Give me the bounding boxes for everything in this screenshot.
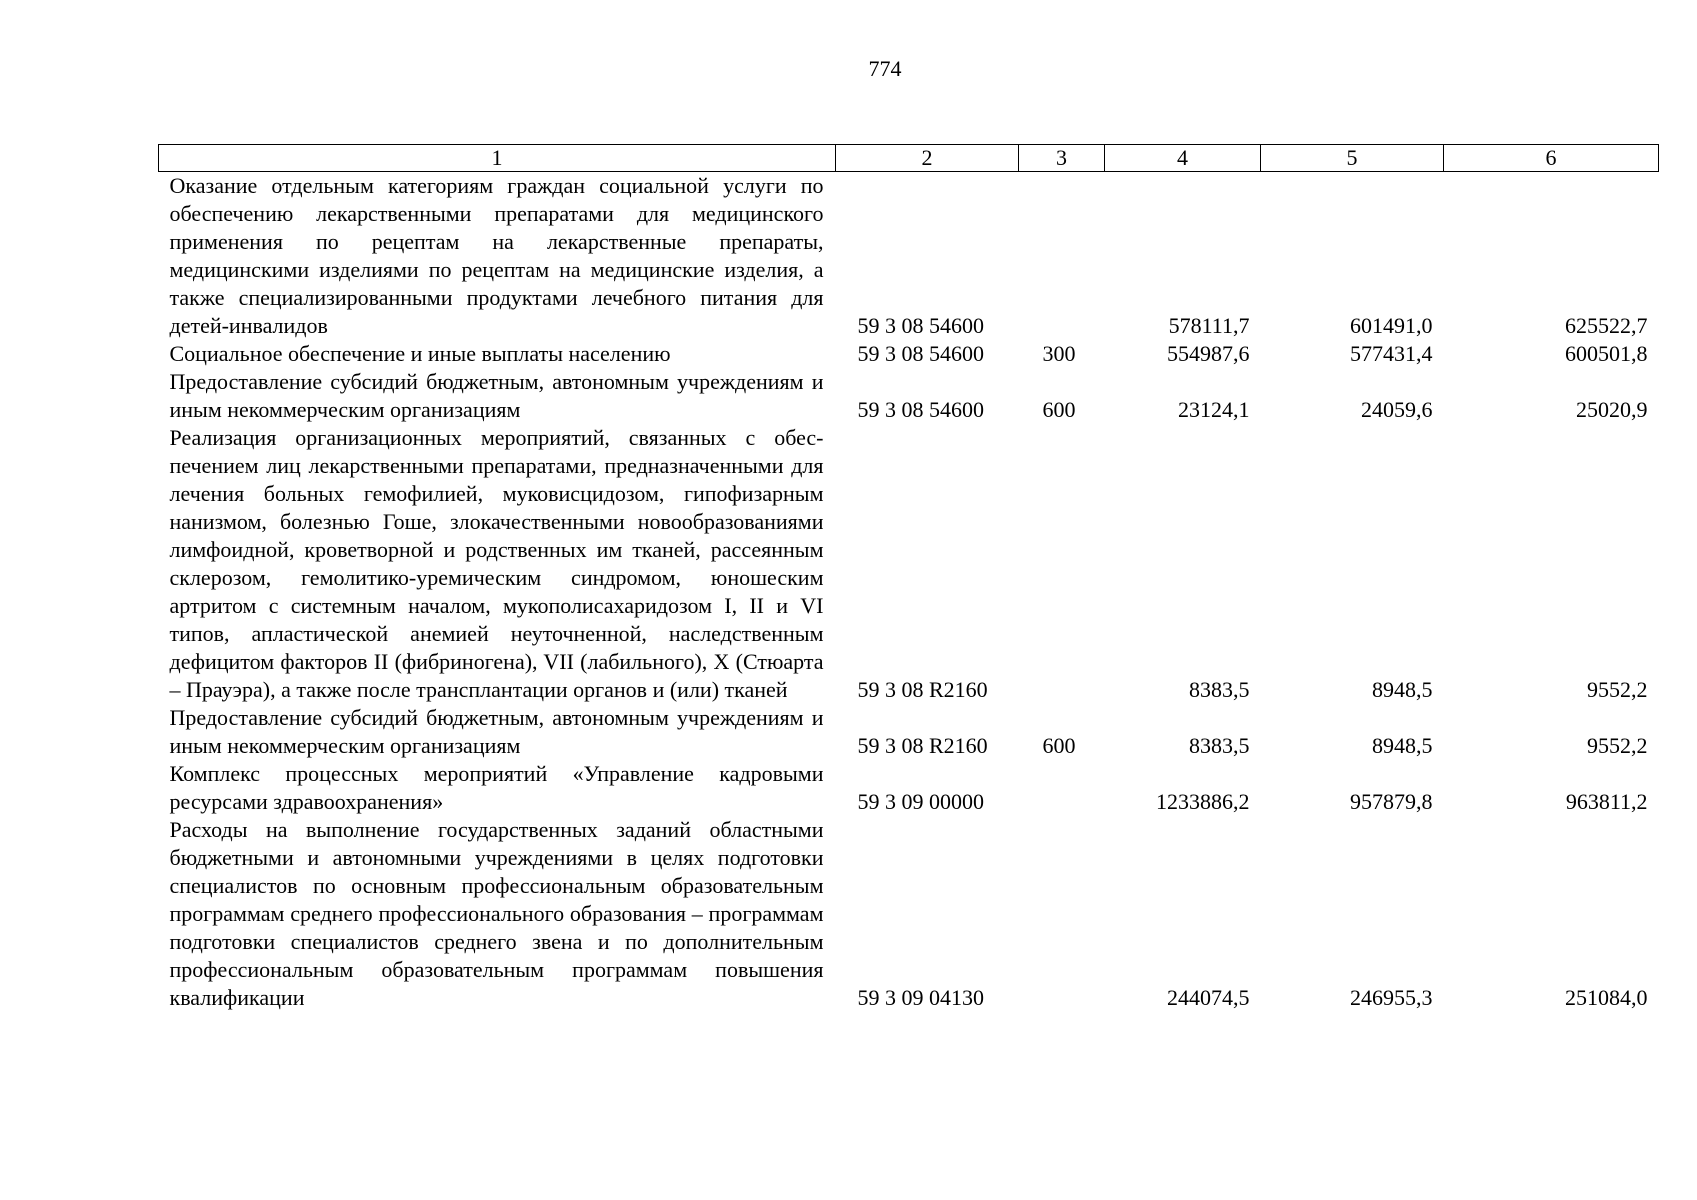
row-target-code: 59 3 08 R2160 [857, 733, 988, 758]
row-description: Комплекс процессных мероприятий «Управление кадровыми ресурсами здравоохранения» [169, 761, 824, 814]
column-header-5: 5 [1261, 145, 1444, 172]
table-row [159, 704, 1659, 760]
row-expense-type [1019, 172, 1105, 341]
row-amount-year3: 25020,9 [1576, 397, 1648, 422]
row-expense-type: 300 [1042, 341, 1076, 366]
row-target-code: 59 3 08 54600 [857, 313, 984, 338]
table-row [159, 368, 1659, 424]
row-expense-type: 600 [1042, 397, 1076, 422]
column-header-2: 2 [836, 145, 1019, 172]
row-amount-year2: 246955,3 [1350, 985, 1433, 1010]
row-expense-type: 600 [1042, 733, 1076, 758]
row-description: Расходы на выполнение государственных заданий областными бюджетными и автономными учреждениями в целях подготовки специалистов по основным профессиональным образовательным программам среднего профессионального образования – программам подготовки специалистов среднего звена и по дополнительным профессиональным образовательным программам повышения квалификации [169, 817, 824, 1010]
row-amount-year2: 957879,8 [1350, 789, 1433, 814]
row-amount-year3: 9552,2 [1587, 733, 1648, 758]
row-amount-year3: 963811,2 [1565, 789, 1648, 814]
row-amount-year2: 577431,4 [1350, 341, 1433, 366]
row-description: Предоставление субсидий бюджетным, автономным учреждениям и иным некоммерческим организациям [169, 369, 824, 422]
row-amount-year1: 23124,1 [1178, 397, 1250, 422]
row-target-code: 59 3 09 04130 [857, 985, 984, 1010]
table-row [159, 424, 1659, 704]
row-amount-year3: 600501,8 [1565, 341, 1648, 366]
row-description: Социальное обеспечение и иные выплаты населению [169, 341, 671, 366]
row-description: Оказание отдельным категориям граждан социальной услуги по обеспечению лекарственными препаратами для медицинского применения по рецептам на лекарственные препараты, медицинскими изделиями по рецептам на медицинские изделия, а также специализированными продуктами лечебного питания для детей-инвалидов [169, 173, 824, 338]
row-expense-type [1019, 816, 1105, 1012]
row-amount-year3: 251084,0 [1565, 985, 1648, 1010]
table-row [159, 816, 1659, 1012]
table-row [159, 172, 1659, 341]
row-amount-year2: 601491,0 [1350, 313, 1433, 338]
page-number: 774 [868, 56, 902, 81]
row-amount-year1: 1233886,2 [1156, 789, 1250, 814]
row-target-code: 59 3 08 54600 [857, 397, 984, 422]
column-header-1: 1 [159, 145, 836, 172]
row-description: Предоставление субсидий бюджетным, автономным учреждениям и иным некоммерческим организациям [169, 705, 824, 758]
row-amount-year2: 24059,6 [1361, 397, 1433, 422]
row-description: Реализация организационных мероприятий, связанных с обеспечением лиц лекарственными препаратами, предназначенными для лечения больных гемофилией, муковисцидозом, гипофизарным нанизмом, болезнью Гоше, злокачественными новообразованиями лимфоидной, кроветворной и родственных им тканей, рассеянным склерозом, гемолитико-уремическим синдромом, юношеским артритом с системным началом, мукополисахаридозом I, II и VI типов, апластической анемией неуточненной, наследственным дефицитом факторов II (фибриногена), VII (лабильного), X (Стюарта – Прауэра), а также после трансплантации органов и (или) тканей [169, 425, 824, 702]
row-amount-year2: 8948,5 [1372, 733, 1433, 758]
row-expense-type [1019, 760, 1105, 816]
row-amount-year1: 244074,5 [1167, 985, 1250, 1010]
row-amount-year1: 578111,7 [1168, 313, 1250, 338]
column-header-6: 6 [1444, 145, 1659, 172]
table-row [159, 340, 1659, 368]
table-row [159, 760, 1659, 816]
row-amount-year3: 9552,2 [1587, 677, 1648, 702]
row-target-code: 59 3 09 00000 [857, 789, 984, 814]
row-amount-year1: 554987,6 [1167, 341, 1250, 366]
row-expense-type [1019, 424, 1105, 704]
row-target-code: 59 3 08 R2160 [857, 677, 988, 702]
column-header-3: 3 [1019, 145, 1105, 172]
row-amount-year3: 625522,7 [1565, 313, 1648, 338]
table-header-row [159, 145, 1659, 172]
row-target-code: 59 3 08 54600 [857, 341, 984, 366]
row-amount-year2: 8948,5 [1372, 677, 1433, 702]
column-header-4: 4 [1105, 145, 1261, 172]
budget-table [158, 144, 1659, 1012]
row-amount-year1: 8383,5 [1189, 733, 1250, 758]
row-amount-year1: 8383,5 [1189, 677, 1250, 702]
